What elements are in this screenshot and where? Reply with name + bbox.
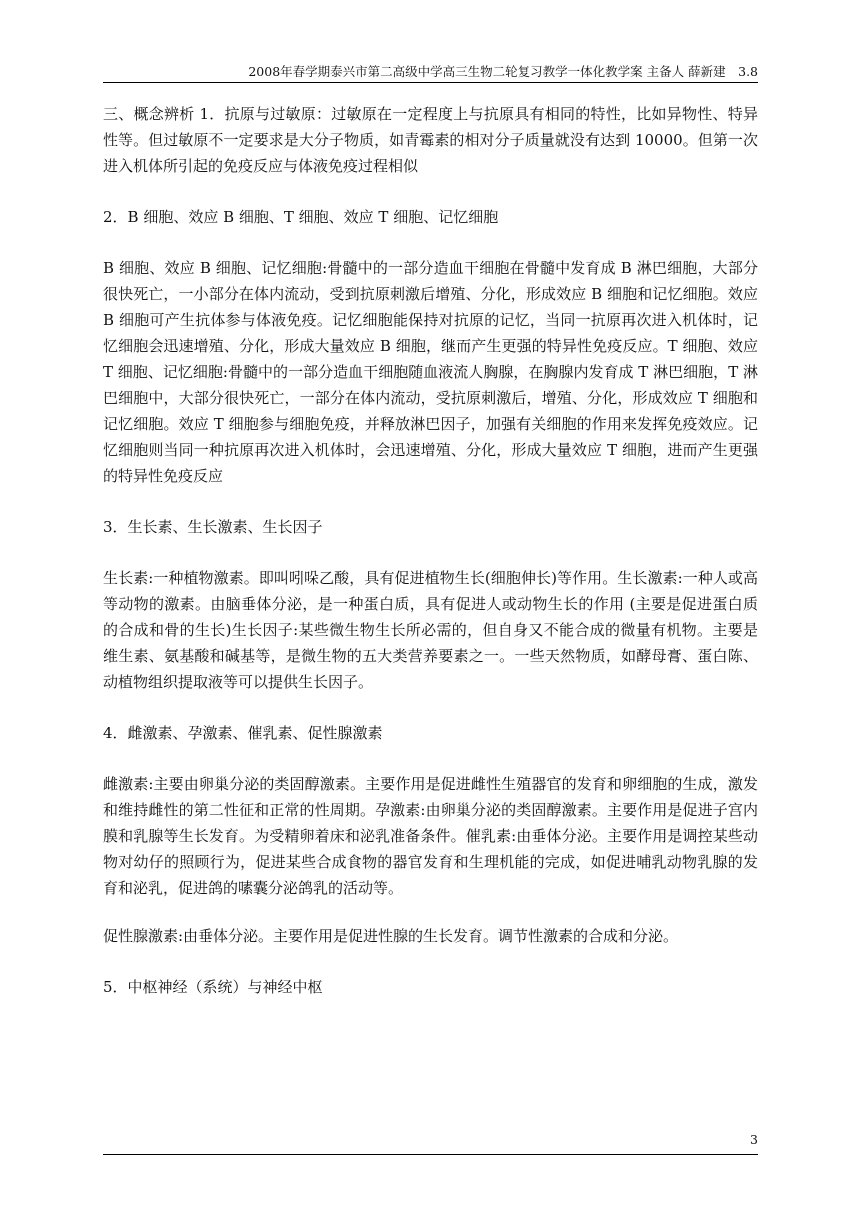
heading-b-t-cells: 2．B 细胞、效应 B 细胞、T 细胞、效应 T 细胞、记忆细胞 [103, 208, 499, 226]
paragraph-sex-hormones: 雌激素:主要由卵巢分泌的类固醇激素。主要作用是促进雌性生殖器官的发育和卵细胞的生成，激发和维持雌性的第二性征和正常的性周期。孕激素:由卵巢分泌的类固醇激素。主要作用是促进子宫内膜和乳腺等生长发育。为受精卵着床和泌乳准备条件。催乳素:由垂体分泌。主要作用是调控某些动物对幼仔的照顾行为，促进某些合成食物的器官发育和生理机能的完成，如促进哺乳动物乳腺的发育和泌乳，促进鸽的嗉囊分泌鸽乳的活动等。 [103, 775, 758, 897]
paragraph-b-t-cells: B 细胞、效应 B 细胞、记忆细胞:骨髓中的一部分造血干细胞在骨髓中发育成 B 淋巴细胞，大部分很快死亡，一小部分在体内流动，受到抗原刺激后增殖、分化，形成效应 B 细胞和记忆细胞。效应 B 细胞可产生抗体参与体液免疫。记忆细胞能保持对抗原的记忆，当同一抗原再次进入机体时，记忆细胞会迅速增殖、分化，形成大量效应 B 细胞，继而产生更强的特异性免疫反应。T 细胞、效应 T 细胞、记忆细胞:骨髓中的一部分造血干细胞随血液流人胸腺，在胸腺内发育成 T 淋巴细胞，T 淋巴细胞中，大部分很快死亡，一部分在体内流动，受抗原刺激后，增殖、分化，形成效应 T 细胞和记忆细胞。效应 T 细胞参与细胞免疫，并释放淋巴因子，加强有关细胞的作用来发挥免疫效应。记忆细胞则当同一种抗原再次进入机体时，会迅速增殖、分化，形成大量效应 T 细胞，进而产生更强的特异性免疫反应 [103, 259, 758, 485]
paragraph-growth-hormones: 生长素:一种植物激素。即叫吲哚乙酸，具有促进植物生长(细胞伸长)等作用。生长激素:一种人或高等动物的激素。由脑垂体分泌，是一种蛋白质，具有促进人或动物生长的作用 (主要是促进蛋白质的合成和骨的生长)生长因子:某些微生物生长所必需的，但自身又不能合成的微量有机物。主要是维生素、氨基酸和碱基等，是微生物的五大类营养要素之一。一些天然物质，如酵母膏、蛋白陈、动植物组织提取液等可以提供生长因子。 [103, 569, 758, 691]
header-divider [103, 82, 758, 83]
heading-growth-hormones: 3．生长素、生长激素、生长因子 [103, 518, 323, 536]
paragraph-gonadotropin: 促性腺激素:由垂体分泌。主要作用是促进性腺的生长发育。调节性激素的合成和分泌。 [103, 927, 679, 945]
page-header: 2008年春学期泰兴市第二高级中学高三生物二轮复习教学一体化教学案 主备人 薛新建 3.8 [248, 64, 758, 79]
footer-divider [103, 1154, 758, 1155]
heading-sex-hormones: 4．雌激素、孕激素、催乳素、促性腺激素 [103, 724, 383, 742]
heading-central-nervous: 5．中枢神经（系统）与神经中枢 [103, 978, 323, 996]
page-number: 3 [750, 1132, 758, 1147]
paragraph-antigen-allergen: 三、概念辨析 1．抗原与过敏原：过敏原在一定程度上与抗原具有相同的特性，比如异物性、特异性等。但过敏原不一定要求是大分子物质，如青霉素的相对分子质量就没有达到 10000。但第一次进入机体所引起的免疫反应与体液免疫过程相似 [103, 105, 758, 175]
document-body [103, 101, 758, 1000]
